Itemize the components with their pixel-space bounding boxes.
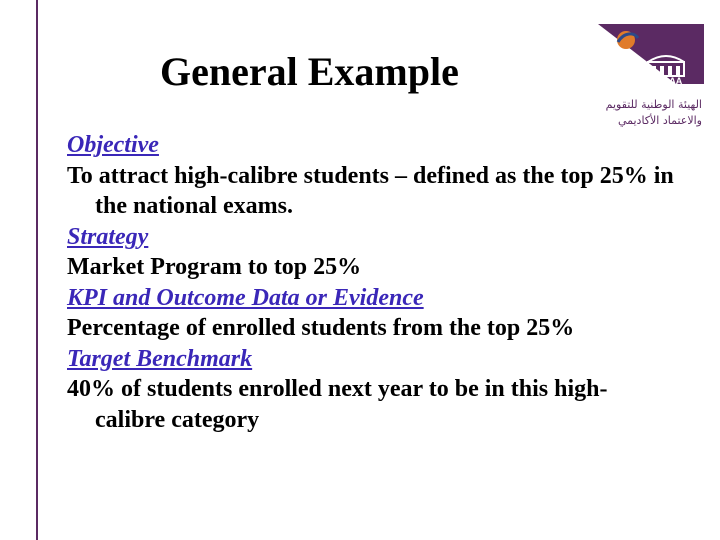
strategy-heading: Strategy: [67, 223, 149, 250]
kpi-text: Percentage of enrolled students from the top 25%: [67, 315, 575, 341]
target-benchmark-text: 40% of students enrolled next year to be in this high-calibre category: [67, 376, 608, 433]
logo-arabic-line1: الهيئة الوطنية للتقويم: [605, 98, 702, 111]
slide-content: [67, 130, 677, 435]
ncaaa-logo-icon: [592, 22, 704, 138]
logo-arabic-line2: والاعتماد الأكاديمي: [617, 114, 702, 127]
objective-heading: Objective: [67, 132, 159, 158]
kpi-heading: KPI and Outcome Data or Evidence: [67, 284, 424, 311]
logo-name: NCAAA: [649, 76, 683, 86]
strategy-text: Market Program to top 25%: [67, 254, 362, 280]
ncaaa-logo: [592, 22, 704, 138]
objective-text: To attract high-calibre students – defined as the top 25% in the national exams.: [67, 162, 674, 219]
slide-title: General Example: [160, 49, 459, 94]
target-benchmark-heading: Target Benchmark: [67, 345, 253, 372]
left-vertical-rule: [36, 0, 38, 540]
